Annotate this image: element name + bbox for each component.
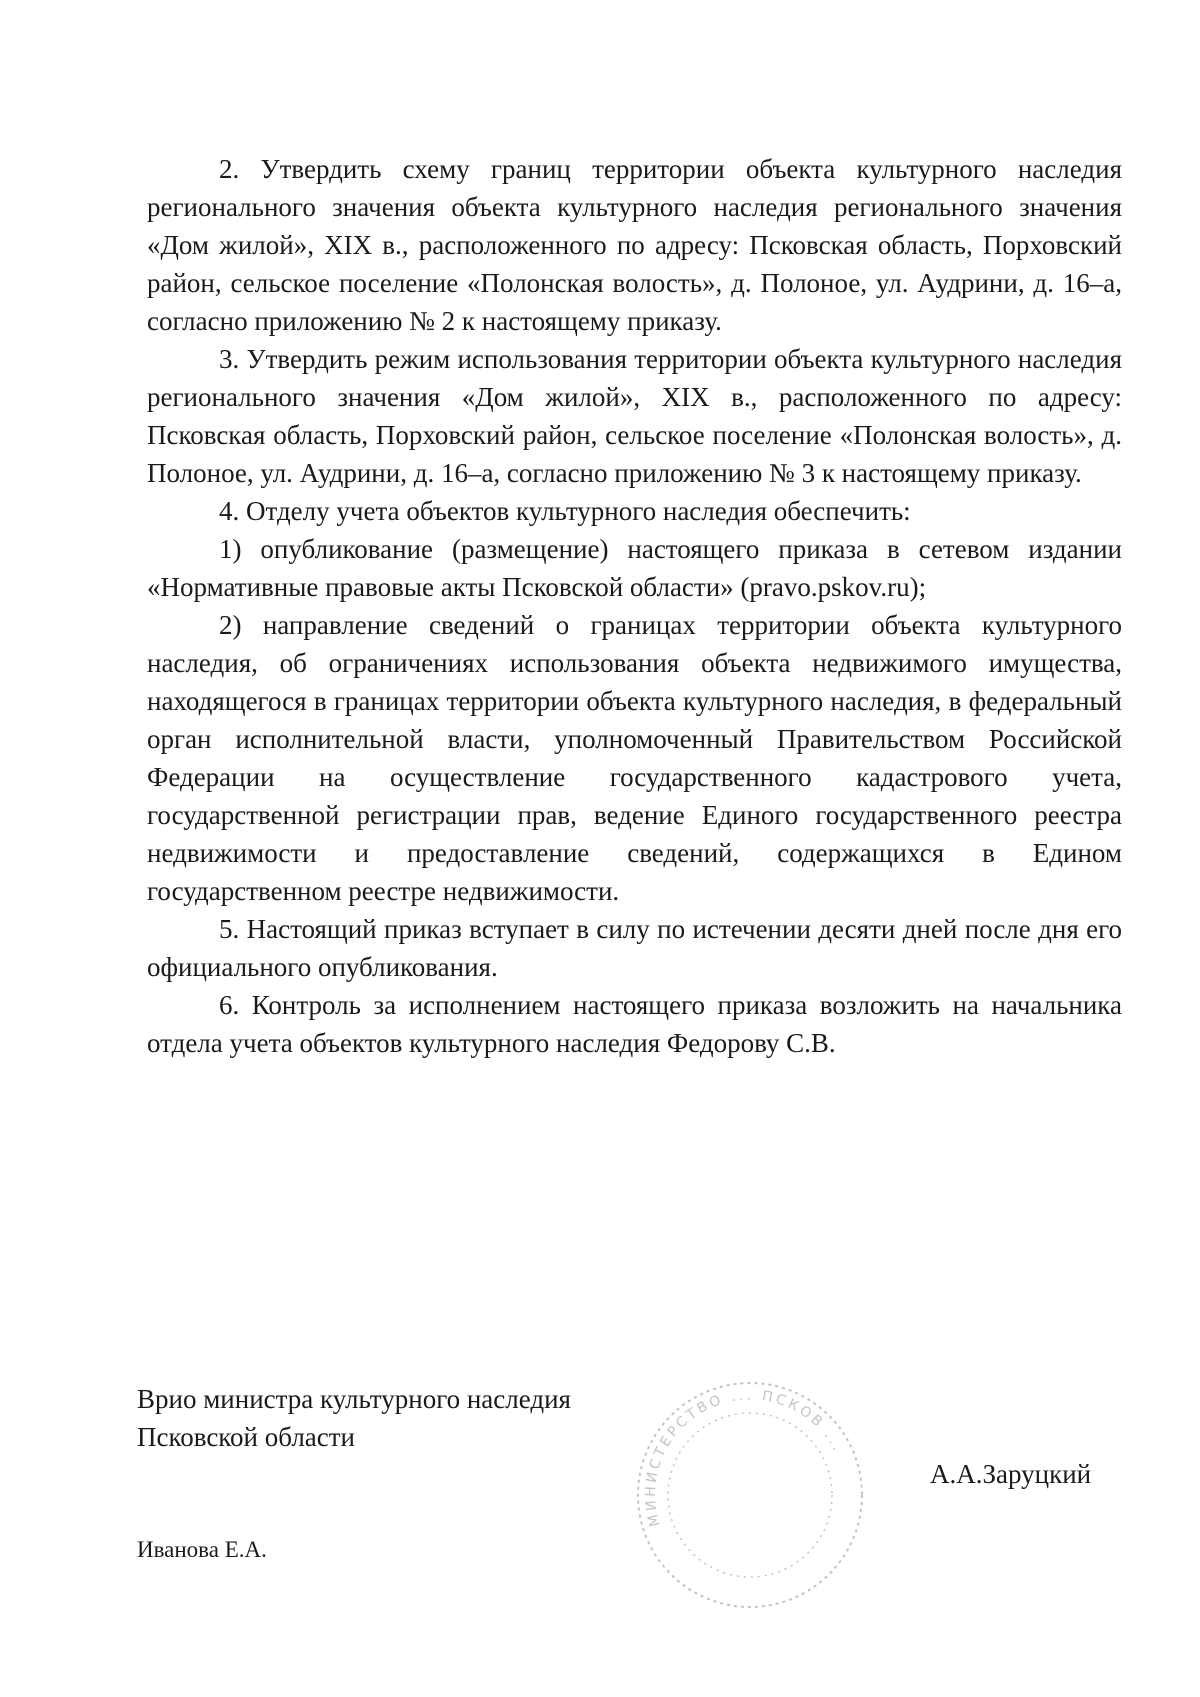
signer-name: А.А.Заруцкий bbox=[930, 1459, 1092, 1489]
signer-position bbox=[137, 1380, 571, 1456]
signer-position-line2: Псковской области bbox=[137, 1422, 356, 1452]
paragraph-3: 3. Утвердить режим использования территории объекта культурного наследия регионального значения «Дом жилой», XIX в., расположенного по адресу: Псковская область, Порховский район, сельское поселение «Полонская волость», д. Полоное, ул. Аудрини, д. 16–а, согласно приложению № 3 к настоящему приказу. bbox=[147, 344, 1122, 488]
svg-text:МИНИСТЕРСТВО ... ПСКОВ ...: МИНИСТЕРСТВО ... ПСКОВ ... bbox=[642, 1387, 847, 1529]
paragraph-2: 2. Утвердить схему границ территории объекта культурного наследия регионального значения объекта культурного наследия регионального значения «Дом жилой», XIX в., расположенного по адресу: Псковская область, Порховский район, сельское поселение «Полонская волость», д. Полоное, ул. Аудрини, д. 16–а, согласно приложению № 2 к настоящему приказу. bbox=[147, 154, 1122, 336]
paragraph-5: 5. Настоящий приказ вступает в силу по истечении десяти дней после дня его официального опубликования. bbox=[147, 914, 1122, 982]
paragraph-6: 6. Контроль за исполнением настоящего приказа возложить на начальника отдела учета объектов культурного наследия Федорову С.В. bbox=[147, 990, 1122, 1058]
official-seal-stamp bbox=[630, 1375, 870, 1615]
paragraph-4: 4. Отделу учета объектов культурного наследия обеспечить: bbox=[219, 496, 911, 526]
order-text bbox=[147, 150, 1122, 1062]
paragraph-4-2: 2) направление сведений о границах территории объекта культурного наследия, об ограничениях использования объекта недвижимого имущества, находящегося в границах территории объекта культурного наследия, в федеральный орган исполнительной власти, уполномоченный Правительством Российской Федерации на осуществление государственного кадастрового учета, государственной регистрации прав, ведение Единого государственного реестра недвижимости и предоставление сведений, содержащихся в Едином государственном реестре недвижимости. bbox=[147, 610, 1122, 906]
executor-name: Иванова Е.А. bbox=[137, 1537, 267, 1562]
signer-position-line1: Врио министра культурного наследия bbox=[137, 1384, 571, 1414]
paragraph-4-1: 1) опубликование (размещение) настоящего приказа в сетевом издании «Нормативные правовые акты Псковской области» (pravo.pskov.ru); bbox=[147, 534, 1122, 602]
